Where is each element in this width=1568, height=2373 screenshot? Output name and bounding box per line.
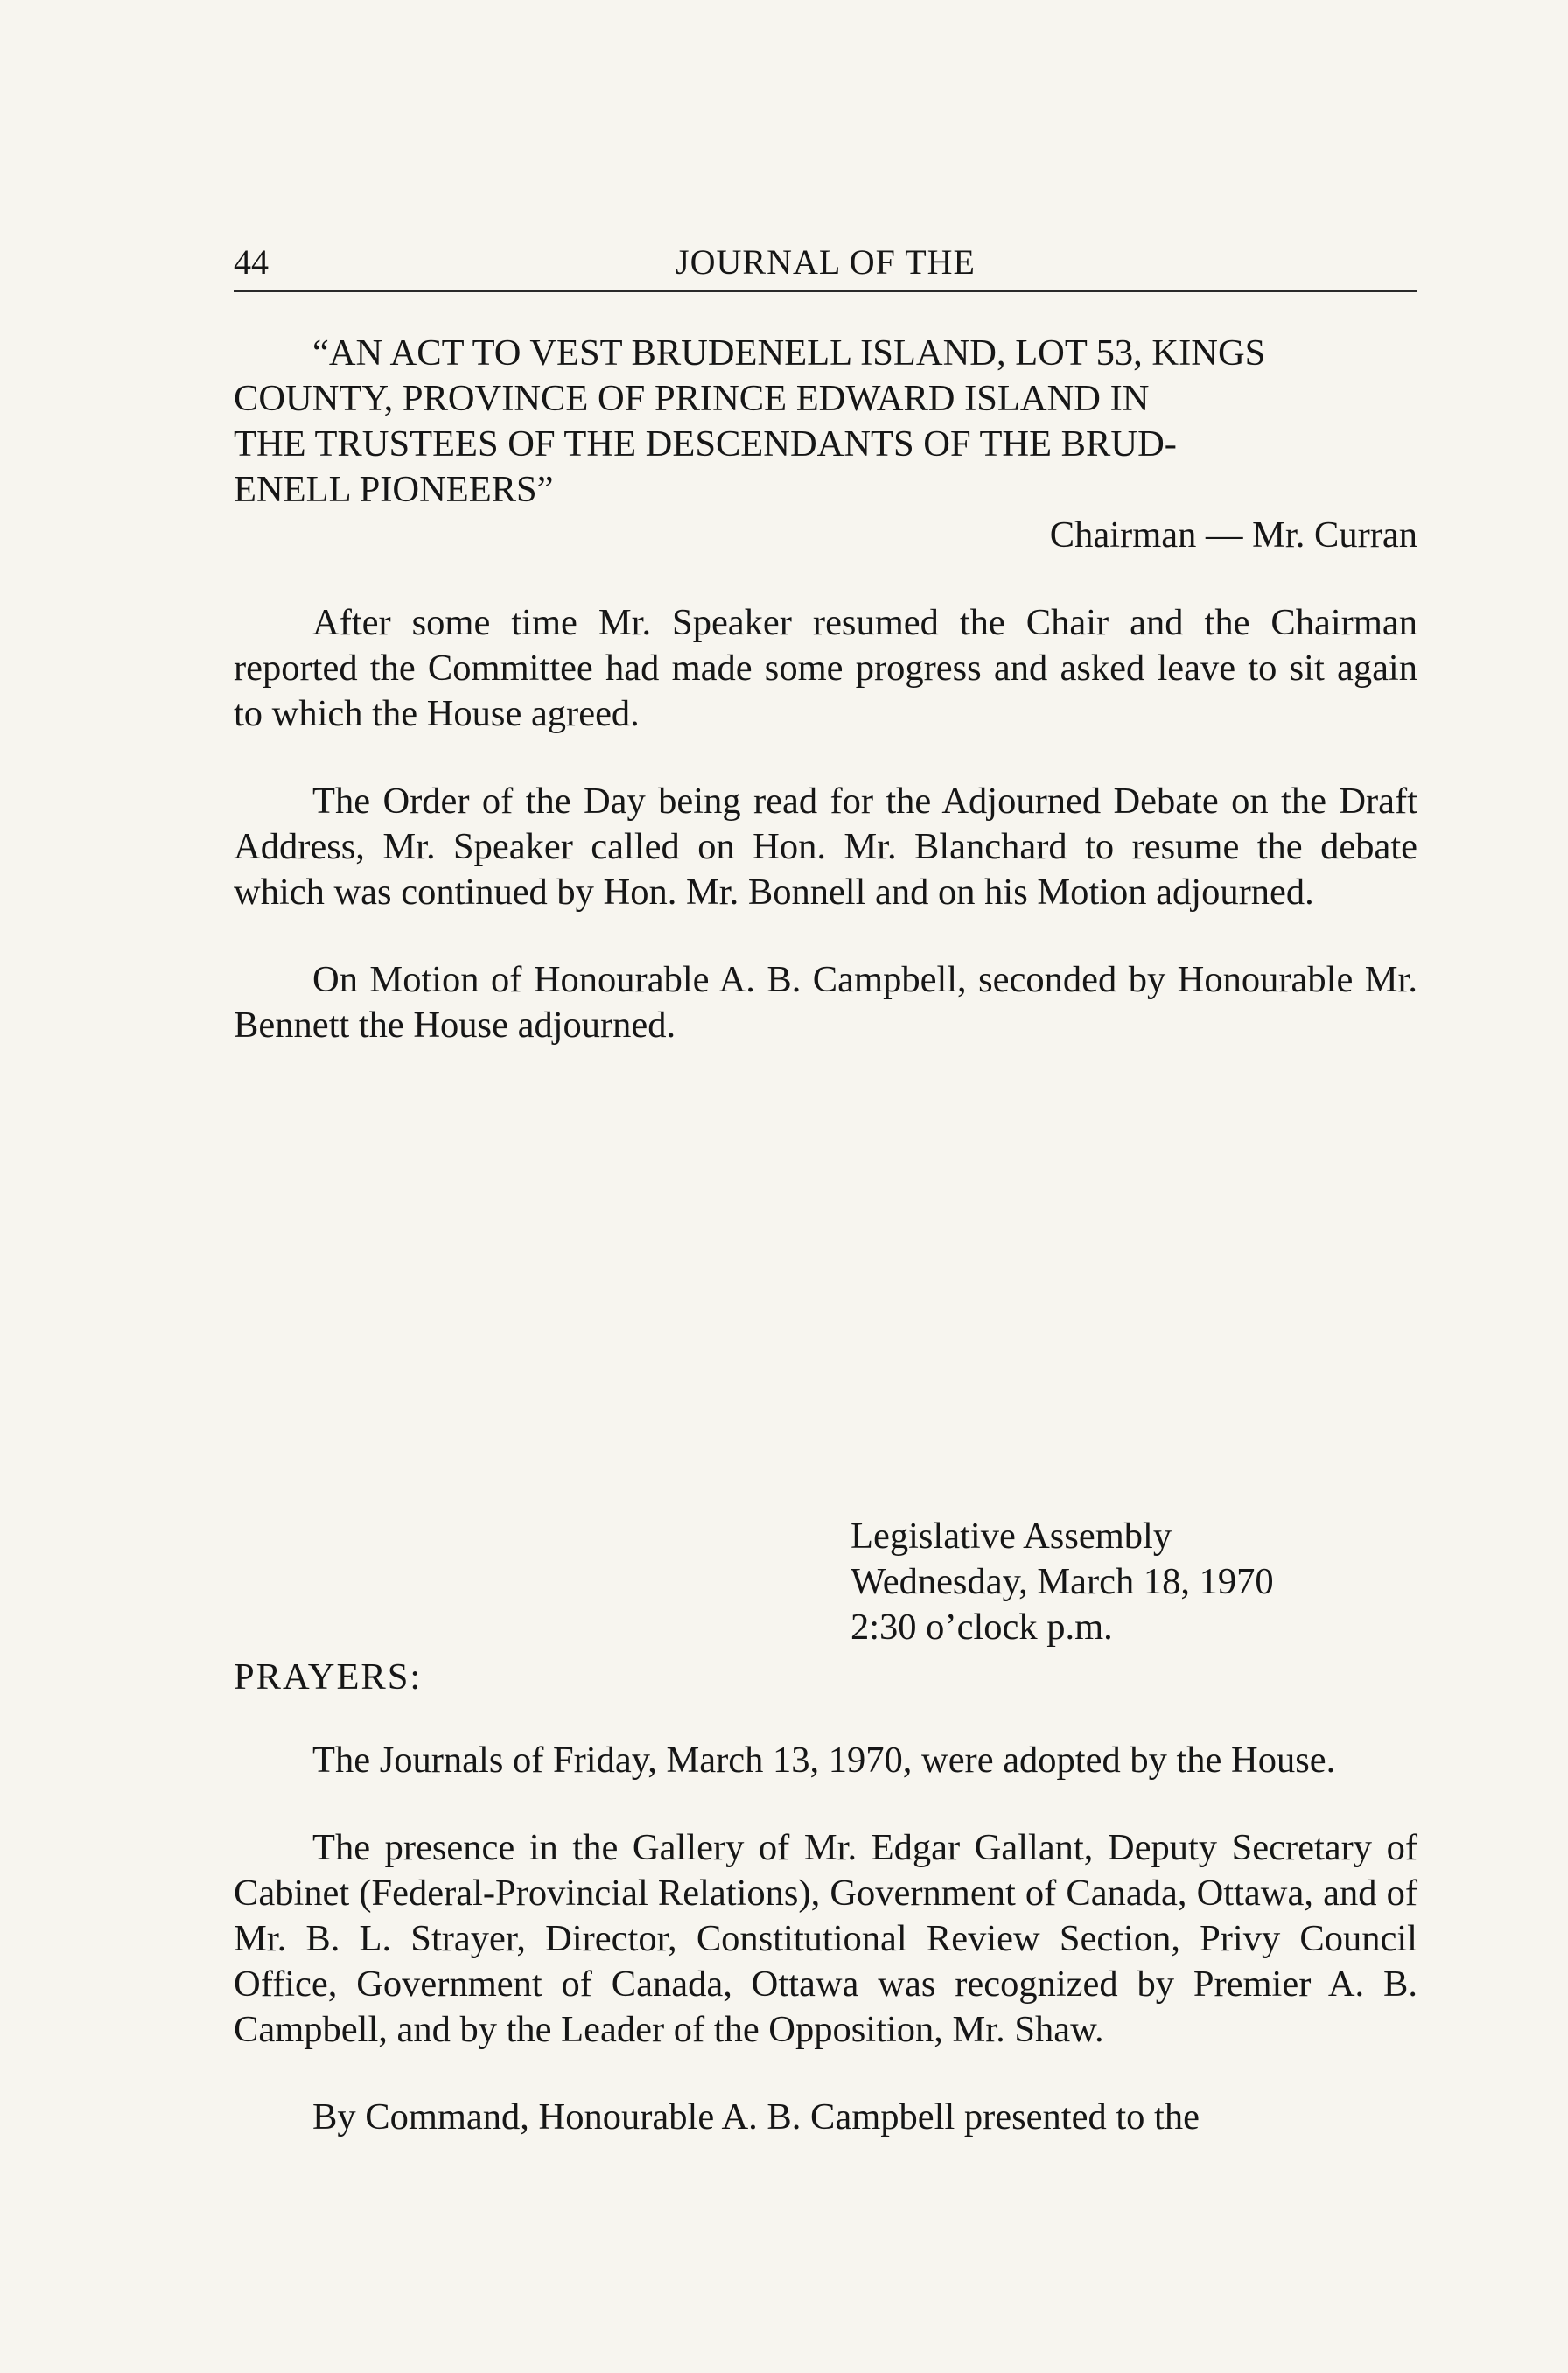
dateline-assembly: Legislative Assembly xyxy=(850,1516,1172,1557)
paragraph-journals-adopted: The Journals of Friday, March 13, 1970, were adopted by the House. xyxy=(312,1740,1336,1781)
paragraph-by-command: By Command, Honourable A. B. Campbell presented to the xyxy=(312,2096,1200,2138)
paragraph-speaker-resumed: After some time Mr. Speaker resumed the Chair and the Chairman reported the Committee had made some progress and asked leave to sit again to which the House agreed. xyxy=(234,602,1418,734)
act-title-line: THE TRUSTEES OF THE DESCENDANTS OF THE BRUD- xyxy=(234,424,1177,465)
journal-page xyxy=(234,236,1418,2138)
dateline-date: Wednesday, March 18, 1970 xyxy=(850,1561,1274,1602)
paragraph-house-adjourned: On Motion of Honourable A. B. Campbell, seconded by Honourable Mr. Bennett the House adjourned. xyxy=(234,959,1418,1046)
paragraph-gallery-presence: The presence in the Gallery of Mr. Edgar Gallant, Deputy Secretary of Cabinet (Federal-Provincial Relations), Government of Canada, Ottawa, and of Mr. B. L. Strayer, Director, Constitutional Review Section, Privy Council Office, Government of Canada, Ottawa was recognized by Premier A. B. Campbell, and by the Leader of the Opposition, Mr. Shaw. xyxy=(234,1827,1418,2050)
act-title-line: COUNTY, PROVINCE OF PRINCE EDWARD ISLAND IN xyxy=(234,378,1150,419)
prayers-heading: PRAYERS: xyxy=(234,1656,423,1698)
act-title xyxy=(234,331,1418,513)
paragraph-order-of-day: The Order of the Day being read for the Adjourned Debate on the Draft Address, Mr. Speaker called on Hon. Mr. Blanchard to resume the debate which was continued by Hon. Mr. Bonnell and on his Motion adjourned. xyxy=(234,780,1418,913)
running-head: JOURNAL OF THE xyxy=(676,242,976,282)
sitting-dateline xyxy=(850,1514,1274,1650)
header-rule xyxy=(234,290,1418,292)
dateline-time: 2:30 o’clock p.m. xyxy=(850,1606,1113,1648)
act-title-line: “AN ACT TO VEST BRUDENELL ISLAND, LOT 53, KINGS xyxy=(312,332,1266,374)
chairman-line: Chairman — Mr. Curran xyxy=(1049,514,1418,556)
page-number: 44 xyxy=(234,242,269,282)
page-header xyxy=(234,236,1418,289)
sitting-proceedings xyxy=(234,1738,1418,2140)
act-title-line: ENELL PIONEERS” xyxy=(234,469,554,510)
